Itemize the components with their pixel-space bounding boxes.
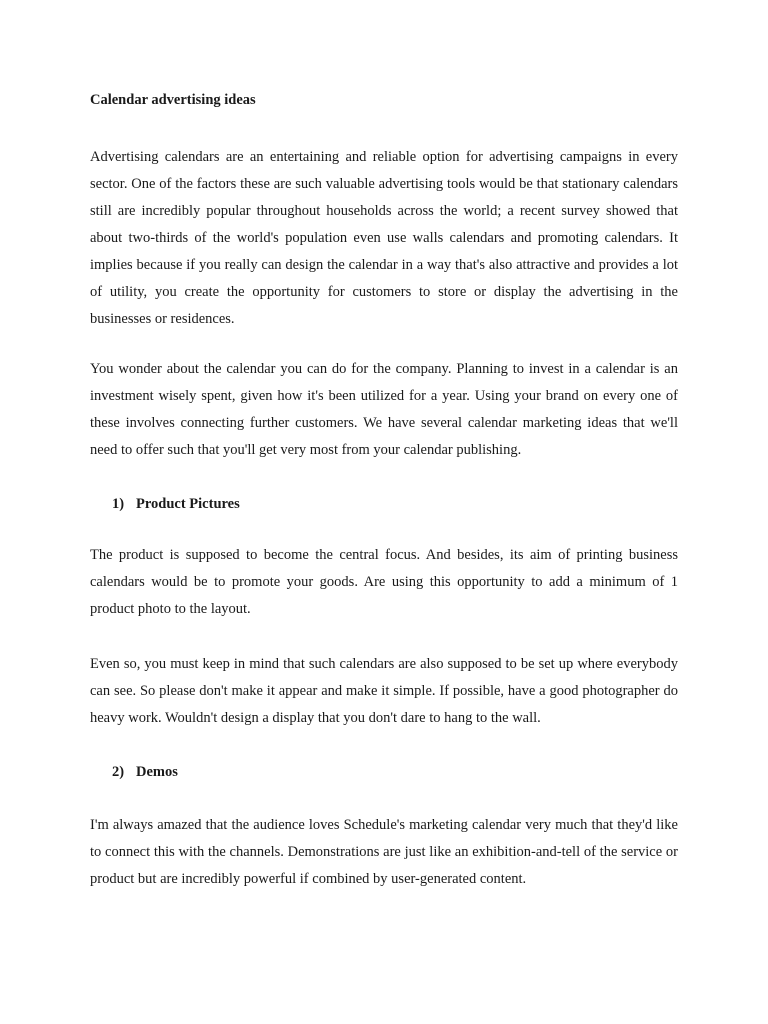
document-title: Calendar advertising ideas <box>90 92 256 108</box>
paragraph-demos: I'm always amazed that the audience loves Schedule's marketing calendar very much that they'd like to connect this with the channels. Demonstrations are just like an exhibition-and-tell of the service or product but are incredibly powerful if combined by user-generated content. <box>90 817 678 887</box>
heading-demos <box>112 764 178 781</box>
heading-text: Demos <box>136 764 178 780</box>
heading-number: 1) <box>112 496 125 512</box>
heading-number: 2) <box>112 764 125 780</box>
paragraph-product-focus: The product is supposed to become the central focus. And besides, its aim of printing business calendars would be to promote your goods. Are using this opportunity to add a minimum of 1 product photo to the layout. <box>90 547 678 617</box>
paragraph-intro: Advertising calendars are an entertaining and reliable option for advertising campaigns in every sector. One of the factors these are such valuable advertising tools would be that stationary calendars still are incredibly popular throughout households across the world; a recent survey showed that about two-thirds of the world's population even use walls calendars and promoting calendars. It implies because if you really can design the calendar in a way that's also attractive and provides a lot of utility, you create the opportunity for customers to store or display the advertising in the businesses or residences. <box>90 149 678 327</box>
paragraph-display: Even so, you must keep in mind that such calendars are also supposed to be set up where everybody can see. So please don't make it appear and make it simple. If possible, have a good photographer do heavy work. Wouldn't design a display that you don't dare to hang to the wall. <box>90 656 678 726</box>
heading-product-pictures <box>112 496 240 513</box>
paragraph-company: You wonder about the calendar you can do for the company. Planning to invest in a calendar is an investment wisely spent, given how it's been utilized for a year. Using your brand on every one of these involves connecting further customers. We have several calendar marketing ideas that we'll need to offer such that you'll get very most from your calendar publishing. <box>90 361 678 458</box>
heading-text: Product Pictures <box>136 496 240 512</box>
